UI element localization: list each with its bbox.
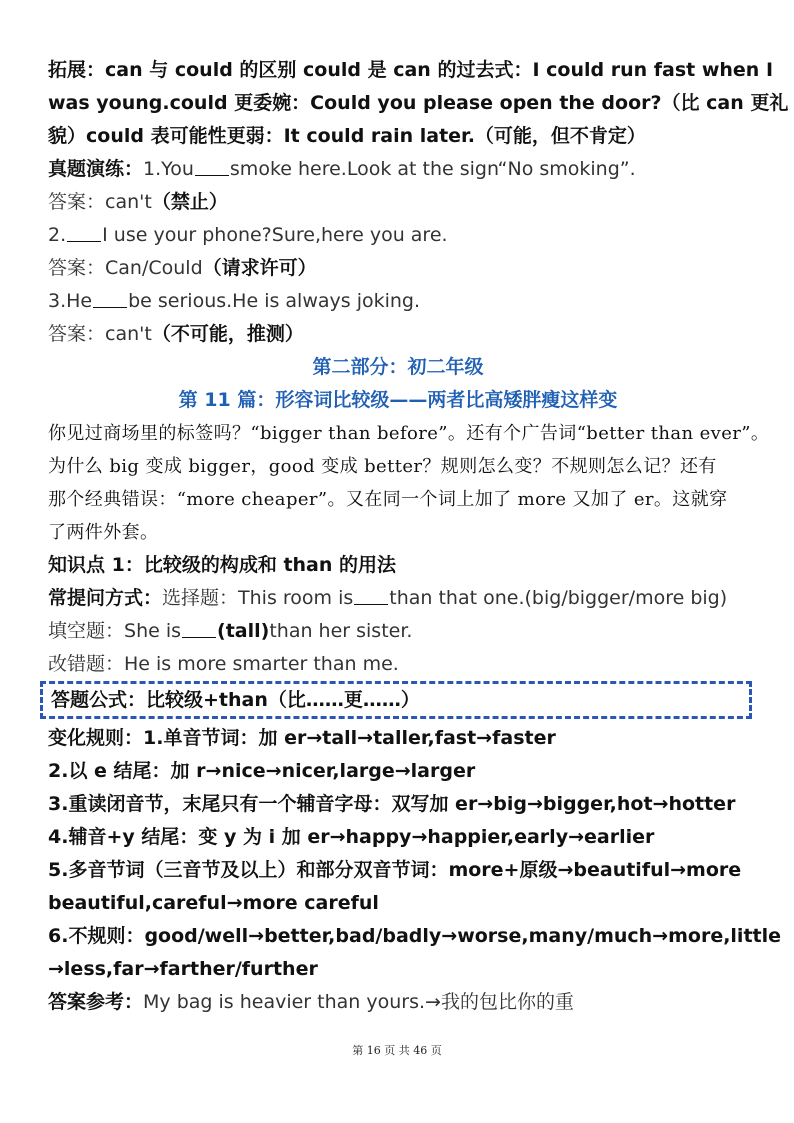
rule-6-cont: →less,far→farther/further [48,958,318,980]
practice-question-2: 2. I use your phone?Sure,here you are. [48,224,448,246]
ask-fill-line: 填空题：She is (tall)than her sister. [48,620,413,642]
page-footer: 第 16 页 共 46 页 [352,1044,442,1057]
rule-6: 6.不规则：good/well→better,bad/badly→worse,many/much→more,little [48,925,782,947]
extension-line-2: was young.could 更委婉：Could you please open the door?（比 can 更礼 [48,92,789,114]
practice-answer-3: 答案：can't（不可能，推测） [48,323,304,345]
intro-line-3: 那个经典错误：“more cheaper”。又在同一个词上加了 more 又加了 er。这就穿 [48,489,728,510]
ask-heading: 常提问方式： [48,587,163,609]
rule-2: 2.以 e 结尾：加 r→nice→nicer,large→larger [48,760,476,782]
formula-heading: 答题公式： [51,689,147,711]
practice-answer-2: 答案：Can/Could（请求许可） [48,257,317,279]
formula-text: 比较级+than（比……更……） [146,689,420,711]
extension-line-1: 拓展：can 与 could 的区别 could 是 can 的过去式：I could run fast when I [48,59,774,81]
rule-1: 变化规则：1.单音节词：加 er→tall→taller,fast→faster [48,727,556,749]
rule-3: 3.重读闭音节，末尾只有一个辅音字母：双写加 er→big→bigger,hot→hotter [48,793,736,815]
reference-heading: 答案参考： [48,991,144,1013]
rules-heading: 变化规则： [48,727,144,749]
practice-heading: 真题演练： [48,158,144,180]
extension-line-3: 貌）could 表可能性更弱：It could rain later.（可能，但不肯定） [48,125,646,147]
answer-blank [67,223,101,242]
formula-box [40,681,752,719]
answer-reference: 答案参考：My bag is heavier than yours.→我的包比你的重 [48,991,574,1013]
knowledge-point-heading: 知识点 1：比较级的构成和 than 的用法 [48,554,397,576]
rule-4: 4.辅音+y 结尾：变 y 为 i 加 er→happy→happier,early→earlier [48,826,655,848]
intro-line-2: 为什么 big 变成 bigger，good 变成 better？规则怎么变？不规则怎么记？还有 [48,456,717,477]
ask-fix-line: 改错题：He is more smarter than me. [48,653,399,675]
intro-line-1: 你见过商场里的标签吗？“bigger than before”。还有个广告词“better than ever”。 [48,423,770,444]
answer-blank [354,586,388,605]
answer-blank [195,157,229,176]
practice-question-3: 3.He be serious.He is always joking. [48,290,421,312]
rule-5: 5.多音节词（三音节及以上）和部分双音节词：more+原级→beautiful→more [48,859,742,881]
chapter-title: 第 11 篇：形容词比较级——两者比高矮胖瘦这样变 [178,389,618,411]
practice-answer-1: 答案：can't（禁止） [48,191,228,213]
rule-5-cont: beautiful,careful→more careful [48,892,379,914]
answer-blank [93,289,127,308]
answer-blank [182,619,216,638]
practice-question-1: 真题演练：1.You smoke here.Look at the sign“No smoking”. [48,158,636,180]
extension-heading: 拓展： [48,59,106,81]
ask-choice-line: 常提问方式：选择题：This room is than that one.(big/bigger/more big) [48,587,728,609]
intro-line-4: 了两件外套。 [48,522,159,543]
document-page [48,54,789,1019]
section-title: 第二部分：初二年级 [312,356,484,378]
